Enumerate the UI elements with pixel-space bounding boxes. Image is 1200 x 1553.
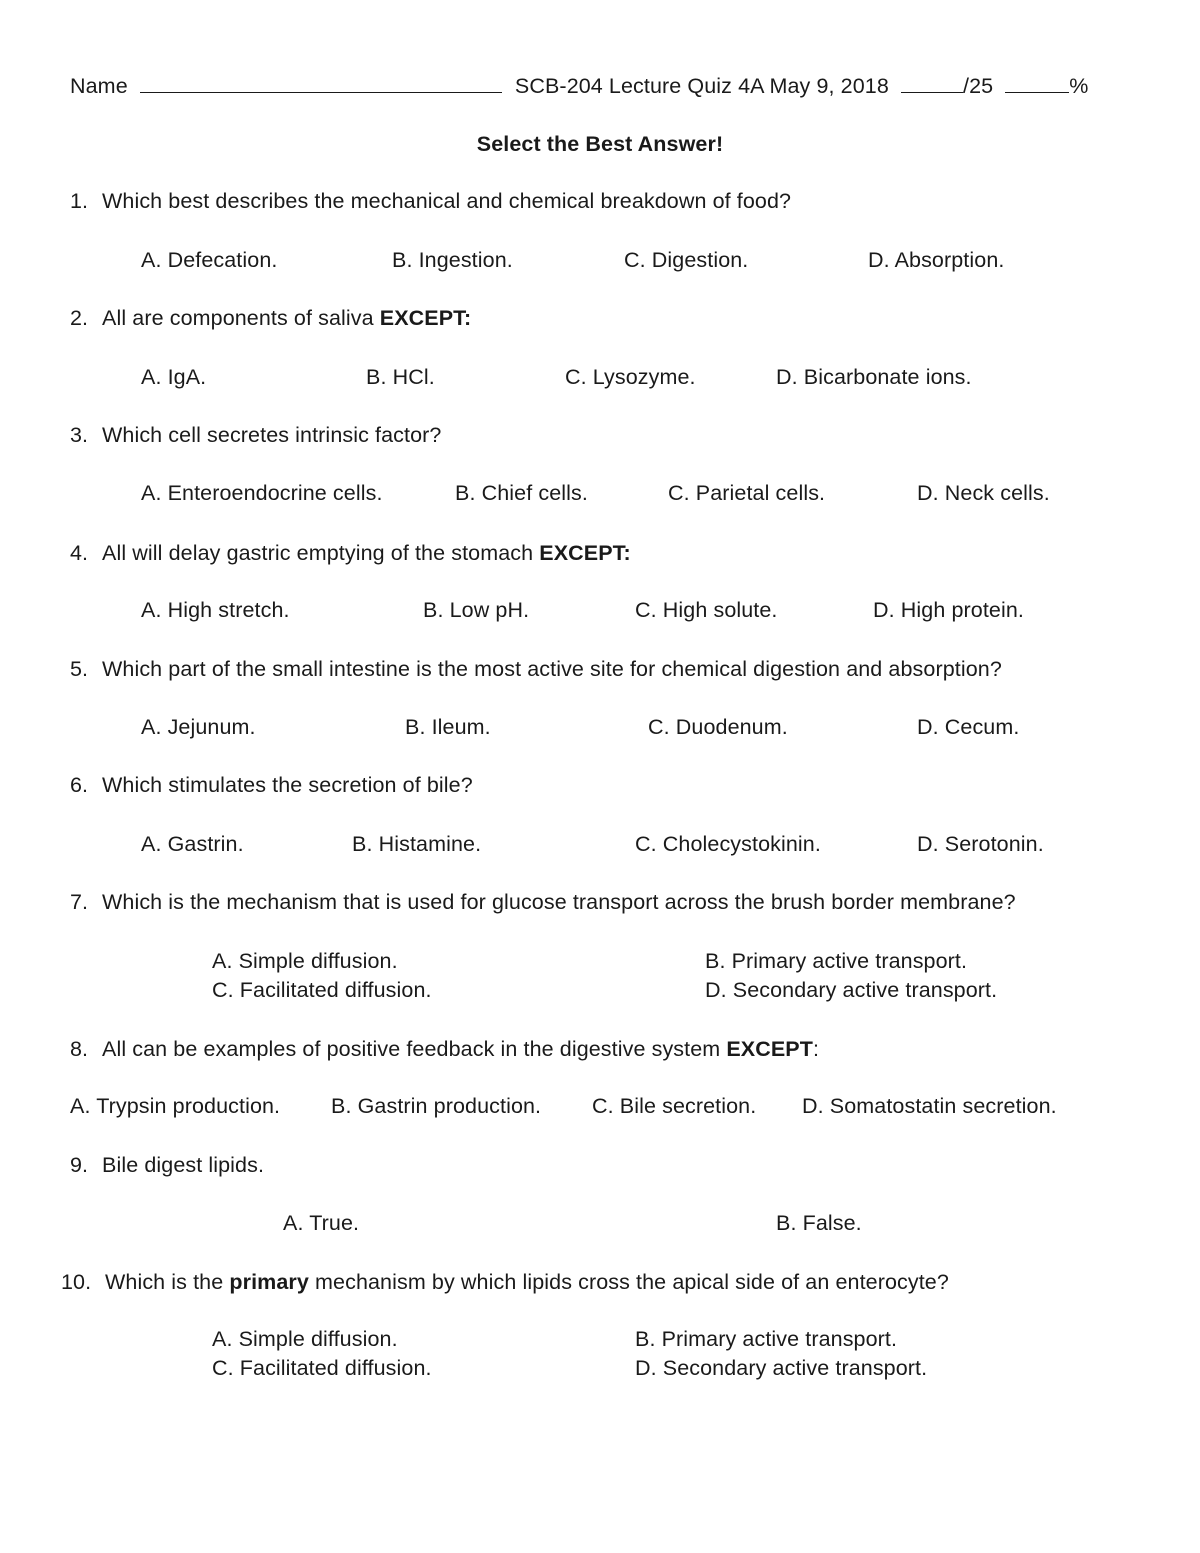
option-a[interactable]: A. Defecation. (141, 248, 278, 272)
option-c[interactable]: C. Bile secretion. (592, 1094, 757, 1118)
question-number: 9. (70, 1153, 89, 1177)
course-info: SCB-204 Lecture Quiz 4A May 9, 2018 (514, 74, 889, 98)
option-d[interactable]: D. Somatostatin secretion. (802, 1094, 1057, 1118)
question-number: 8. (70, 1037, 89, 1061)
percent-sign: % (1069, 74, 1089, 98)
question-number: 1. (70, 189, 89, 213)
question-1 (70, 188, 791, 214)
question-text: Which stimulates the secretion of bile? (102, 773, 473, 797)
option-a[interactable]: A. Jejunum. (141, 715, 256, 739)
option-b[interactable]: B. HCl. (366, 365, 435, 389)
option-b[interactable]: B. Ileum. (405, 715, 491, 739)
question-text-end: : (812, 1037, 820, 1061)
option-a[interactable]: A. Simple diffusion. (212, 1327, 398, 1351)
instructions-title: Select the Best Answer! (476, 132, 724, 156)
option-c[interactable]: C. Cholecystokinin. (635, 832, 821, 856)
question-text: All can be examples of positive feedback in the digestive system (102, 1037, 727, 1061)
option-c[interactable]: C. Parietal cells. (668, 481, 826, 505)
question-text: Which best describes the mechanical and chemical breakdown of food? (102, 189, 792, 213)
option-a[interactable]: A. Simple diffusion. (212, 949, 398, 973)
option-b[interactable]: B. Low pH. (423, 598, 530, 622)
question-8 (70, 1036, 819, 1062)
question-emphasis: EXCEPT (726, 1037, 813, 1061)
option-d[interactable]: D. High protein. (873, 598, 1024, 622)
option-d[interactable]: D. Cecum. (917, 715, 1020, 739)
question-3 (70, 422, 441, 448)
option-b[interactable]: B. False. (776, 1211, 862, 1235)
option-c[interactable]: C. Lysozyme. (565, 365, 696, 389)
question-number: 2. (70, 306, 89, 330)
option-a[interactable]: A. Enteroendocrine cells. (141, 481, 383, 505)
option-b[interactable]: B. Chief cells. (455, 481, 588, 505)
option-d[interactable]: D. Neck cells. (917, 481, 1050, 505)
option-c[interactable]: C. Duodenum. (648, 715, 788, 739)
option-d[interactable]: D. Secondary active transport. (635, 1356, 928, 1380)
question-10 (61, 1269, 949, 1295)
option-d[interactable]: D. Bicarbonate ions. (776, 365, 972, 389)
option-a[interactable]: A. Gastrin. (141, 832, 244, 856)
question-emphasis: primary (229, 1270, 309, 1294)
question-4 (70, 540, 631, 566)
score-total: /25 (963, 74, 994, 98)
question-text-end: mechanism by which lipids cross the apical side of an enterocyte? (308, 1270, 949, 1294)
option-b[interactable]: B. Primary active transport. (635, 1327, 898, 1351)
question-text: Which part of the small intestine is the most active site for chemical digestion and absorption? (102, 657, 1002, 681)
option-d[interactable]: D. Absorption. (868, 248, 1005, 272)
question-emphasis: EXCEPT: (379, 306, 472, 330)
quiz-header (70, 72, 1089, 99)
name-label: Name (70, 74, 128, 98)
question-text: All will delay gastric emptying of the stomach (102, 541, 540, 565)
question-number: 3. (70, 423, 89, 447)
option-a[interactable]: A. IgA. (141, 365, 207, 389)
percent-blank[interactable] (1005, 72, 1069, 93)
question-text: Which is the mechanism that is used for glucose transport across the brush border membrane? (102, 890, 1016, 914)
option-d[interactable]: D. Secondary active transport. (705, 978, 998, 1002)
option-b[interactable]: B. Primary active transport. (705, 949, 968, 973)
option-a[interactable]: A. True. (283, 1211, 360, 1235)
question-text: Which cell secretes intrinsic factor? (102, 423, 442, 447)
question-number: 10. (61, 1270, 92, 1294)
option-a[interactable]: A. Trypsin production. (70, 1094, 281, 1118)
question-2 (70, 305, 471, 331)
option-d[interactable]: D. Serotonin. (917, 832, 1044, 856)
question-9 (70, 1152, 264, 1178)
question-number: 4. (70, 541, 89, 565)
option-c[interactable]: C. High solute. (635, 598, 778, 622)
question-7 (70, 889, 1016, 915)
question-6 (70, 772, 473, 798)
option-c[interactable]: C. Facilitated diffusion. (212, 978, 432, 1002)
score-blank[interactable] (901, 72, 963, 93)
question-text: Which is the (105, 1270, 230, 1294)
option-c[interactable]: C. Digestion. (624, 248, 749, 272)
question-text: All are components of saliva (102, 306, 380, 330)
option-b[interactable]: B. Gastrin production. (331, 1094, 542, 1118)
option-b[interactable]: B. Ingestion. (392, 248, 513, 272)
question-number: 7. (70, 890, 89, 914)
option-c[interactable]: C. Facilitated diffusion. (212, 1356, 432, 1380)
option-b[interactable]: B. Histamine. (352, 832, 482, 856)
option-a[interactable]: A. High stretch. (141, 598, 290, 622)
name-blank[interactable] (140, 72, 502, 93)
question-number: 5. (70, 657, 89, 681)
question-text: Bile digest lipids. (102, 1153, 265, 1177)
question-number: 6. (70, 773, 89, 797)
question-emphasis: EXCEPT: (539, 541, 631, 565)
question-5 (70, 656, 1002, 682)
